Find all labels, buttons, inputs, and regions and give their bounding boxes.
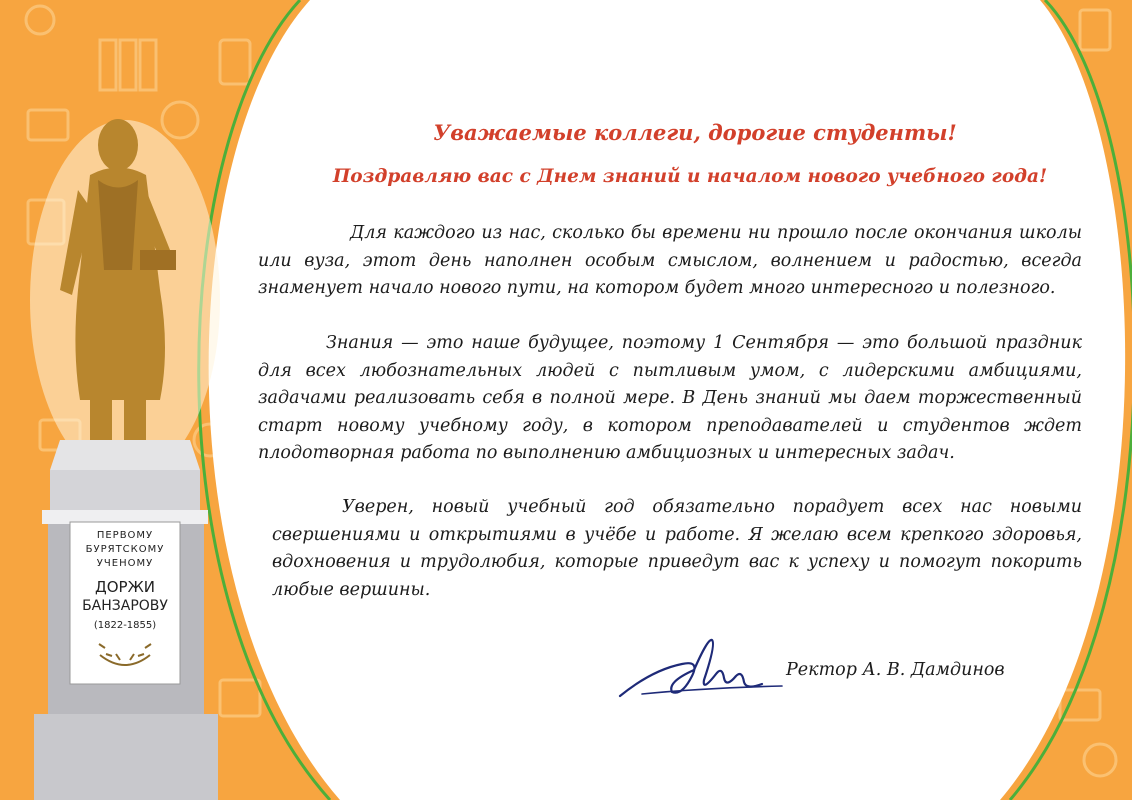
- plaque-line-3: УЧЕНОМУ: [96, 558, 154, 569]
- statue-illustration: [20, 100, 230, 800]
- plaque-line-5: БАНЗАРОВУ: [82, 598, 168, 614]
- handwritten-signature: [612, 630, 792, 710]
- greeting-heading: Уважаемые коллеги, дорогие студенты!: [433, 120, 957, 145]
- plaque-line-6: (1822-1855): [93, 620, 157, 631]
- letter-paragraph-1: Для каждого из нас, сколько бы времени ни прошло после окончания школы или вуза, этот день наполнен особым смыслом, волнением и радостью, всегда знаменует начало нового пути, на котором будет много интересного и полезного.: [258, 223, 1082, 298]
- subgreeting-heading: Поздравляю вас с Днем знаний и началом нового учебного года!: [332, 166, 1048, 187]
- plaque-line-4: ДОРЖИ: [95, 578, 155, 596]
- plaque-line-1: ПЕРВОМУ: [96, 530, 154, 541]
- plaque-line-2: БУРЯТСКОМУ: [85, 544, 165, 555]
- letter-paragraph-2: Знания — это наше будущее, поэтому 1 Сентября — это большой праздник для всех любознательных людей с пытливым умом, с лидерскими амбициями, задачами реализовать себя в полной мере. В День знаний мы даем торжественный старт новому учебному году, в котором преподавателей и студентов ждет плодотворная работа по выполнению амбициозных и интересных задач.: [258, 333, 1082, 463]
- letter-paragraph-3: Уверен, новый учебный год обязательно порадует всех нас новыми свершениями и открытиями в учёбе и работе. Я желаю всем крепкого здоровья, вдохновения и трудолюбия, которые приведут вас к успеху и помогут покорить любые вершины.: [272, 497, 1082, 600]
- signature-title: Ректор А. В. Дамдинов: [786, 660, 1005, 680]
